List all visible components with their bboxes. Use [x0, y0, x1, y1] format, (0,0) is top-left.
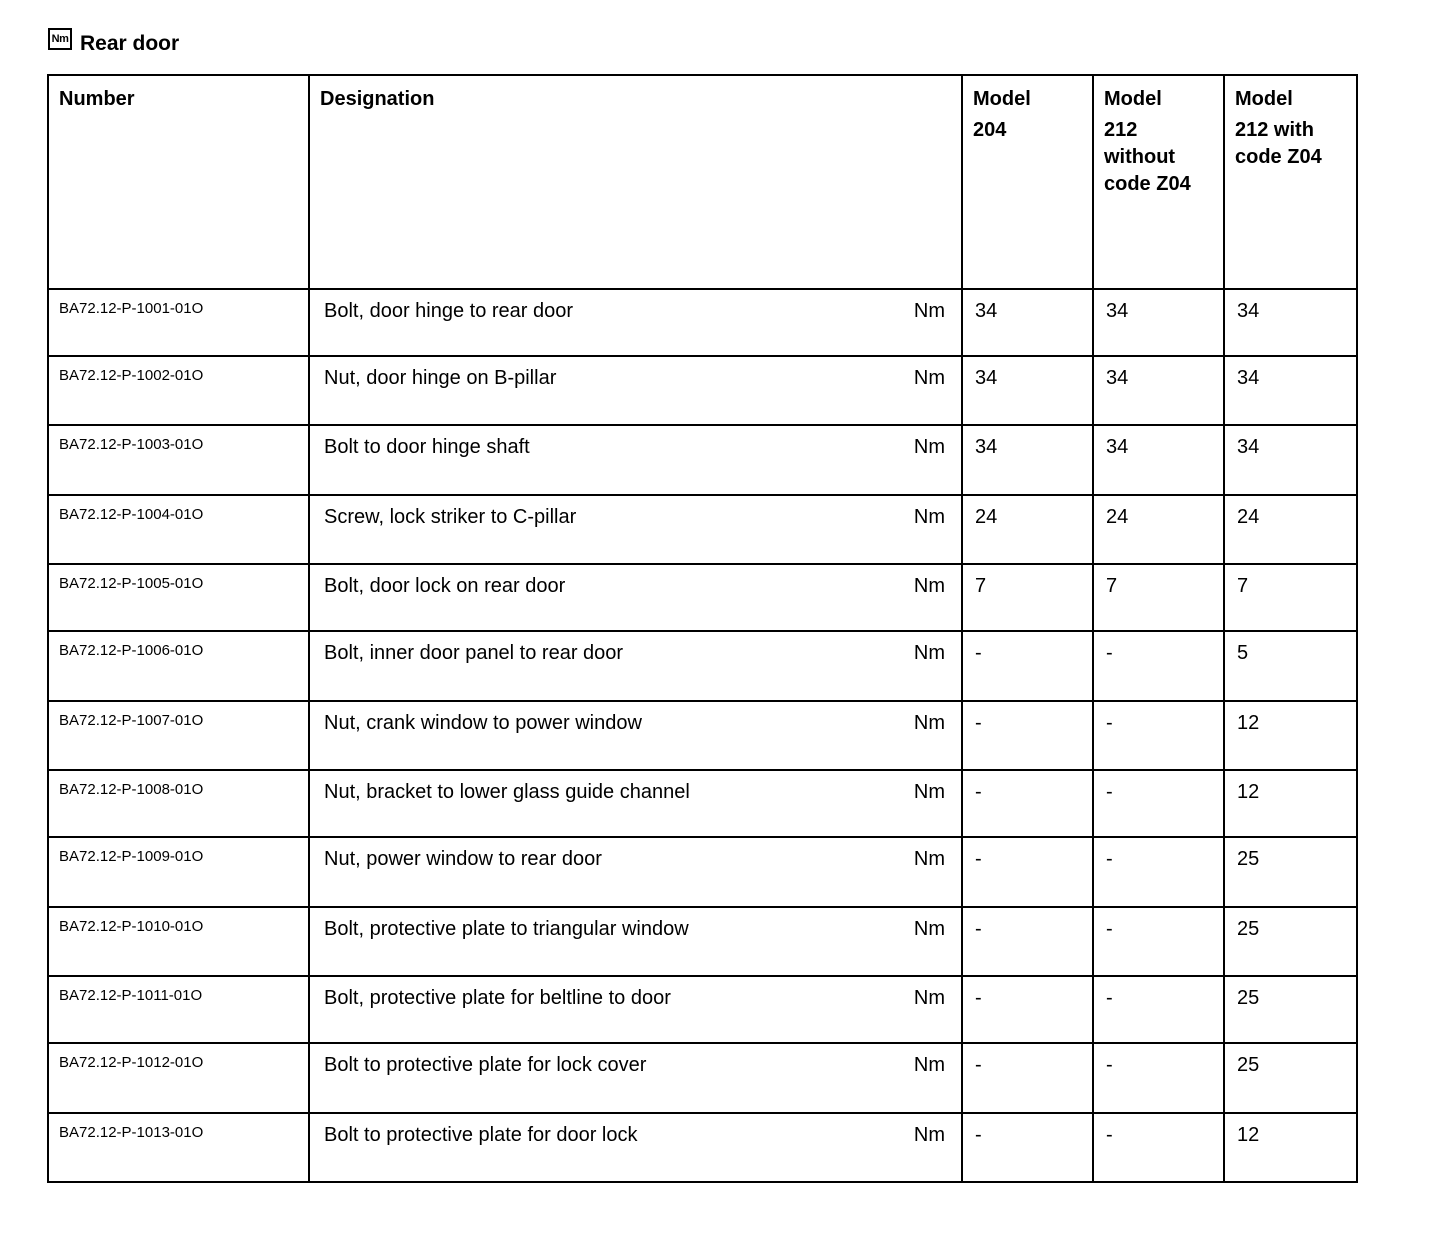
- cell-number: BA72.12-P-1001-01O: [48, 289, 309, 356]
- cell-number: BA72.12-P-1008-01O: [48, 770, 309, 837]
- table-row: [48, 356, 1357, 425]
- designation-text: Bolt to protective plate for door lock: [324, 1124, 638, 1146]
- cell-designation: [309, 1043, 962, 1113]
- cell-model-204: 34: [962, 289, 1093, 356]
- cell-model-212-with: 12: [1224, 770, 1357, 837]
- cell-model-212-with: 34: [1224, 289, 1357, 356]
- cell-model-212-with: 5: [1224, 631, 1357, 701]
- cell-designation: [309, 837, 962, 907]
- unit-label: Nm: [913, 712, 945, 734]
- table-row: [48, 907, 1357, 976]
- cell-number: BA72.12-P-1012-01O: [48, 1043, 309, 1113]
- cell-number: BA72.12-P-1013-01O: [48, 1113, 309, 1182]
- cell-number: BA72.12-P-1009-01O: [48, 837, 309, 907]
- cell-model-212-without: 24: [1093, 495, 1224, 564]
- cell-model-204: -: [962, 1043, 1093, 1113]
- torque-table: [47, 74, 1358, 1183]
- cell-designation: [309, 907, 962, 976]
- header-model-204-value: 204: [973, 119, 1007, 141]
- unit-label: Nm: [913, 1054, 945, 1076]
- unit-label: Nm: [913, 1124, 945, 1146]
- cell-designation: [309, 289, 962, 356]
- cell-model-212-without: 34: [1093, 425, 1224, 495]
- table-header-row: [48, 75, 1357, 289]
- cell-number: BA72.12-P-1004-01O: [48, 495, 309, 564]
- cell-model-204: -: [962, 631, 1093, 701]
- cell-designation: [309, 770, 962, 837]
- header-model-212-without-value: 212 without code Z04: [1104, 119, 1191, 195]
- cell-model-204: -: [962, 701, 1093, 770]
- cell-model-212-without: 34: [1093, 289, 1224, 356]
- cell-model-212-without: -: [1093, 631, 1224, 701]
- cell-model-204: -: [962, 770, 1093, 837]
- cell-number: BA72.12-P-1002-01O: [48, 356, 309, 425]
- table-row: [48, 1113, 1357, 1182]
- designation-text: Nut, bracket to lower glass guide channel: [324, 781, 690, 803]
- cell-model-212-with: 12: [1224, 701, 1357, 770]
- cell-designation: [309, 356, 962, 425]
- unit-label: Nm: [913, 436, 945, 458]
- header-model-212-with-value: 212 with code Z04: [1235, 119, 1322, 168]
- unit-label: Nm: [913, 575, 945, 597]
- table-row: [48, 770, 1357, 837]
- unit-label: Nm: [913, 506, 945, 528]
- table-row: [48, 564, 1357, 631]
- cell-model-212-without: -: [1093, 837, 1224, 907]
- header-model-212-without-label: Model: [1104, 88, 1162, 110]
- cell-model-204: 7: [962, 564, 1093, 631]
- cell-model-212-with: 25: [1224, 976, 1357, 1043]
- cell-designation: [309, 1113, 962, 1182]
- section-heading: [48, 28, 179, 56]
- header-model-212-with: [1224, 75, 1357, 289]
- table-row: [48, 701, 1357, 770]
- unit-label: Nm: [913, 987, 945, 1009]
- cell-model-212-without: -: [1093, 976, 1224, 1043]
- cell-designation: [309, 976, 962, 1043]
- cell-number: BA72.12-P-1010-01O: [48, 907, 309, 976]
- unit-label: Nm: [913, 642, 945, 664]
- cell-number: BA72.12-P-1003-01O: [48, 425, 309, 495]
- table-row: [48, 976, 1357, 1043]
- header-model-204: [962, 75, 1093, 289]
- unit-label: Nm: [913, 300, 945, 322]
- cell-model-212-without: -: [1093, 701, 1224, 770]
- cell-model-204: -: [962, 976, 1093, 1043]
- cell-model-212-with: 25: [1224, 837, 1357, 907]
- cell-model-212-with: 25: [1224, 1043, 1357, 1113]
- cell-model-212-without: 34: [1093, 356, 1224, 425]
- cell-model-204: -: [962, 837, 1093, 907]
- page-title: Rear door: [80, 32, 180, 55]
- cell-number: BA72.12-P-1011-01O: [48, 976, 309, 1043]
- cell-model-204: 24: [962, 495, 1093, 564]
- designation-text: Bolt to door hinge shaft: [324, 436, 530, 458]
- designation-text: Nut, power window to rear door: [324, 848, 602, 870]
- torque-nm-icon: Nm: [48, 28, 72, 50]
- cell-model-212-with: 7: [1224, 564, 1357, 631]
- designation-text: Bolt, door lock on rear door: [324, 575, 566, 597]
- unit-label: Nm: [913, 918, 945, 940]
- designation-text: Bolt, protective plate for beltline to door: [324, 987, 671, 1009]
- cell-model-212-without: -: [1093, 1043, 1224, 1113]
- cell-designation: [309, 701, 962, 770]
- cell-number: BA72.12-P-1007-01O: [48, 701, 309, 770]
- cell-model-212-without: -: [1093, 907, 1224, 976]
- table-row: [48, 289, 1357, 356]
- designation-text: Screw, lock striker to C-pillar: [324, 506, 577, 528]
- unit-label: Nm: [913, 848, 945, 870]
- cell-model-212-with: 34: [1224, 425, 1357, 495]
- cell-designation: [309, 564, 962, 631]
- cell-model-204: -: [962, 1113, 1093, 1182]
- header-number: Number: [48, 75, 309, 289]
- table-row: [48, 631, 1357, 701]
- cell-number: BA72.12-P-1005-01O: [48, 564, 309, 631]
- table-row: [48, 495, 1357, 564]
- cell-model-204: 34: [962, 425, 1093, 495]
- table-row: [48, 425, 1357, 495]
- cell-model-212-with: 25: [1224, 907, 1357, 976]
- table-row: [48, 1043, 1357, 1113]
- designation-text: Bolt to protective plate for lock cover: [324, 1054, 647, 1076]
- designation-text: Nut, crank window to power window: [324, 712, 642, 734]
- unit-label: Nm: [913, 367, 945, 389]
- cell-model-212-with: 12: [1224, 1113, 1357, 1182]
- cell-model-204: 34: [962, 356, 1093, 425]
- cell-model-212-with: 34: [1224, 356, 1357, 425]
- cell-model-204: -: [962, 907, 1093, 976]
- designation-text: Bolt, door hinge to rear door: [324, 300, 574, 322]
- header-model-212-with-label: Model: [1235, 88, 1293, 110]
- header-designation: Designation: [309, 75, 962, 289]
- cell-designation: [309, 425, 962, 495]
- header-model-212-without: [1093, 75, 1224, 289]
- designation-text: Bolt, protective plate to triangular window: [324, 918, 689, 940]
- cell-model-212-without: -: [1093, 1113, 1224, 1182]
- designation-text: Bolt, inner door panel to rear door: [324, 642, 624, 664]
- cell-model-212-without: -: [1093, 770, 1224, 837]
- cell-designation: [309, 495, 962, 564]
- cell-model-212-with: 24: [1224, 495, 1357, 564]
- unit-label: Nm: [913, 781, 945, 803]
- cell-model-212-without: 7: [1093, 564, 1224, 631]
- table-row: [48, 837, 1357, 907]
- header-model-204-label: Model: [973, 88, 1031, 110]
- cell-designation: [309, 631, 962, 701]
- cell-number: BA72.12-P-1006-01O: [48, 631, 309, 701]
- designation-text: Nut, door hinge on B-pillar: [324, 367, 557, 389]
